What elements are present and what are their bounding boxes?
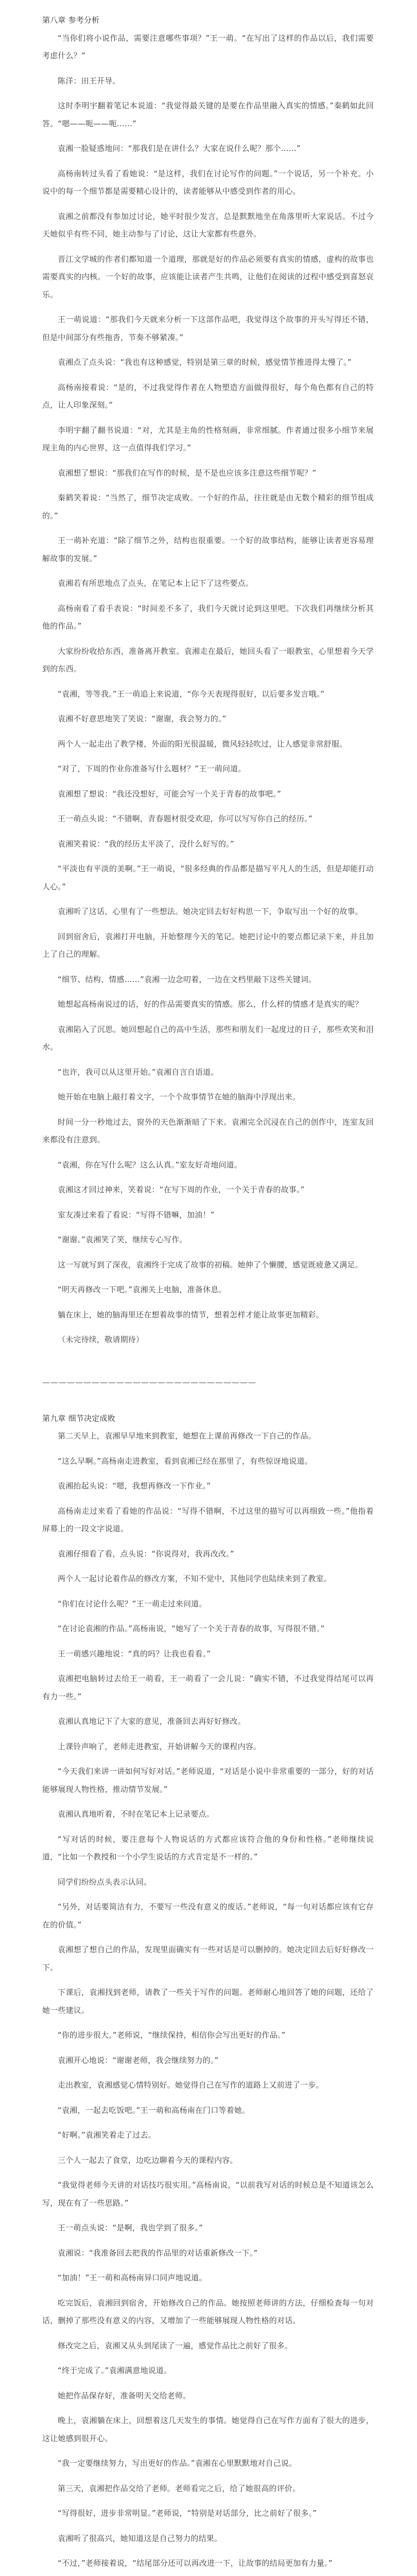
paragraph: 回到宿舍后，袁湘打开电脑，开始整理今天的笔记。她把讨论中的要点都记录下来，并且加上了自己的理解。 xyxy=(42,931,374,959)
paragraph-gap xyxy=(42,1224,374,1231)
paragraph-gap xyxy=(42,1588,374,1595)
paragraph-gap xyxy=(42,1538,374,1545)
paragraph-gap xyxy=(42,635,374,642)
paragraph-gap xyxy=(42,1705,374,1713)
paragraph-gap xyxy=(42,2019,374,2026)
paragraph: “我一定要继续努力，写出更好的作品。”袁湘在心里默默地对自己说。 xyxy=(58,2459,297,2468)
paragraph: 三个人一起去了食堂，边吃边聊着今天的课程内容。 xyxy=(58,2155,238,2165)
paragraph-gap xyxy=(42,90,374,97)
paragraph: 晚上，袁湘躺在床上，回想着这几天发生的事情。她觉得自己在写作方面有了很大的进步，这让她感到很开心。 xyxy=(42,2416,374,2443)
paragraph: “你的进步很大。”老师说，“继续保持，相信你会写出更好的作品。” xyxy=(58,2030,286,2040)
paragraph-gap xyxy=(42,592,374,600)
paragraph: 室友凑过来看了看说：“写得不错嘛，加油！” xyxy=(58,1210,215,1219)
paragraph: “这么早啊。”高杨南走进教室，看到袁湘已经在那里了，有些惊讶地说道。 xyxy=(58,1456,312,1466)
paragraph-gap xyxy=(42,2404,374,2412)
paragraph-gap xyxy=(42,1731,374,1738)
paragraph-gap xyxy=(42,2094,374,2102)
paragraph-gap xyxy=(42,1613,374,1620)
paragraph: 袁湘一脸疑惑地问：“那我们是在讲什么？大家在说什么呢？那个……” xyxy=(58,144,301,153)
paragraph-gap xyxy=(42,2119,374,2126)
spacer xyxy=(42,1356,374,1371)
paragraph: “今天我们来讲一讲如何写好对话。”老师说道，“对话是小说中非常重要的一部分，好的对话能够展现人物性格，推动情节发展。” xyxy=(42,1767,374,1794)
spacer xyxy=(42,1394,374,1410)
paragraph: 两个人一起讨论着作品的修改方案，不知不觉中，其他同学也陆续来到了教室。 xyxy=(58,1574,332,1583)
paragraph-gap xyxy=(42,2572,374,2576)
paragraph-gap xyxy=(42,1349,374,1356)
paragraph-gap xyxy=(42,132,374,140)
paragraph-gap xyxy=(42,1106,374,1113)
paragraph-gap xyxy=(42,678,374,685)
paragraph: “我觉得老师今天讲的对话技巧很实用。”高杨南说，“以前我写对话的时候总是不知道该怎么写，现在有了一些思路。” xyxy=(42,2180,374,2208)
paragraph: 第二天早上，袁湘早早地来到教室，她想在上课前再修改一下自己的作品。 xyxy=(58,1431,316,1440)
paragraph: “在讨论袁湘的作品。”高杨南说，“她写了一个关于青春的故事，写得很不错。” xyxy=(58,1624,325,1633)
paragraph: 高杨南走过来看了看她的作品说：“写得不错啊，不过这里的描写可以再细致一些。”他指着屏幕上的一段文字说道。 xyxy=(42,1506,374,1533)
paragraph: 吃完饭后，袁湘回到宿舍，开始修改自己的作品。她按照老师讲的方法，仔细检查每一句对话，删掉了那些没有意义的内容，又增加了一些能够展现人物性格的对话。 xyxy=(42,2298,374,2325)
paragraph-gap xyxy=(42,2212,374,2219)
paragraph: 秦鹤笑着说：“当然了，细节决定成败。一个好的作品，往往就是由无数个精彩的细节组成的。” xyxy=(42,493,374,520)
paragraph-gap xyxy=(42,828,374,835)
paragraph: 袁湘把电脑转过去给王一萌看，王一萌看了一会儿说：“确实不错，不过我觉得结尾可以再有力一些。” xyxy=(42,1674,374,1701)
paragraph: 高杨南转过头看了看她说：“是这样，我们在讨论写作的问题。”一个说话，另一个补充。小说中的每一个细节都是需要精心设计的，读者能够从中感受到作者的用心。 xyxy=(42,168,374,196)
paragraph: 袁湘开心地说：“谢谢老师，我会继续努力的。” xyxy=(58,2055,219,2065)
paragraph: 袁湘认真地听着，不时在笔记本上记录要点。 xyxy=(58,1809,215,1819)
paragraph: 袁湘听了很高兴，她知道这是自己努力的结果。 xyxy=(58,2533,222,2543)
paragraph: 这时李明宇翻着笔记本说道：“我觉得最关键的是要在作品里融入真实的情感。”秦鹤如此回答。“嗯——呃——呃……” xyxy=(42,101,374,128)
paragraph-gap xyxy=(42,921,374,928)
paragraph: 晋江文学城的作者们都知道一个道理，那就是好的作品必须要有真实的情感，虚构的故事也需要真实的内核。一个好的故事，应该能让读者产生共鸣，让他们在阅读的过程中感受到喜怒哀乐。 xyxy=(42,254,374,299)
paragraph: 下课后，袁湘找到老师，请教了一些关于写作的问题。老师耐心地回答了她的问题，还给了她一些建议。 xyxy=(42,1988,374,2015)
paragraph-gap xyxy=(42,371,374,379)
paragraph: “细节、结构、情感……”袁湘一边念叨着，一边在文档里敲下这些关键词。 xyxy=(58,974,317,984)
body-section xyxy=(42,1427,374,2576)
paragraph: （未完待续，敬请期待） xyxy=(58,1335,144,1344)
paragraph: “写得很好，进步非常明显。”老师说，“特别是对话部分，比之前好了很多。” xyxy=(58,2509,317,2518)
paragraph-gap xyxy=(42,2497,374,2504)
paragraph: 王一萌感兴趣地说：“真的吗？让我也看看。” xyxy=(58,1649,211,1658)
paragraph-gap xyxy=(42,2044,374,2052)
paragraph-gap xyxy=(42,988,374,995)
paragraph: 袁湘之前都没有参加过讨论，她平时很少发言，总是默默地坐在角落里听大家说话。不过今天她似乎有些不同，她主动参与了讨论，这让大家都有些意外。 xyxy=(42,211,374,239)
paragraph: “加油！”王一萌和高杨南异口同声地说道。 xyxy=(58,2273,207,2282)
paragraph-gap xyxy=(42,2069,374,2076)
paragraph-gap xyxy=(42,2237,374,2244)
paragraph-gap xyxy=(42,2287,374,2294)
paragraph: 李明宇翻了翻书说道：“对，尤其是主角的性格刻画，非常细腻。作者通过很多小细节来展现主角的内心世界，这一点值得我们学习。” xyxy=(42,425,374,452)
paragraph-gap xyxy=(42,1663,374,1670)
paragraph-gap xyxy=(42,2169,374,2176)
paragraph-gap xyxy=(42,1638,374,1645)
paragraph-gap xyxy=(42,567,374,574)
paragraph-gap xyxy=(42,778,374,785)
paragraph: 时间一分一秒地过去，窗外的天色渐渐暗了下来。袁湘完全沉浸在自己的创作中，连室友回来都没有注意到。 xyxy=(42,1117,374,1144)
paragraph-gap xyxy=(42,200,374,208)
paragraph: “不过，”老师接着说，“结尾部分还可以再改进一下，让故事的结局更加有力量。” xyxy=(58,2558,333,2568)
paragraph-gap xyxy=(42,303,374,311)
paragraph-gap xyxy=(42,2330,374,2337)
paragraph: 同学们纷纷点头表示认同。 xyxy=(58,1877,152,1887)
paragraph: 袁湘不好意思地笑了笑说：“谢谢，我会努力的。” xyxy=(58,714,227,723)
paragraph-gap xyxy=(42,1149,374,1156)
paragraph: 走出教室，袁湘感觉心情特别好。她觉得自己在写作的道路上又前进了一步。 xyxy=(58,2080,324,2090)
paragraph-gap xyxy=(42,1495,374,1502)
paragraph-gap xyxy=(42,524,374,532)
paragraph-gap xyxy=(42,2144,374,2151)
paragraph: 袁湘听了这话，心里有了一些想法。她决定回去好好构思一下，争取写出一个好的故事。 xyxy=(58,907,363,916)
paragraph-gap xyxy=(42,1823,374,1831)
paragraph-gap xyxy=(42,1798,374,1805)
paragraph-gap xyxy=(42,158,374,165)
paragraph-gap xyxy=(42,1081,374,1088)
paragraph-gap xyxy=(42,243,374,250)
paragraph-gap xyxy=(42,346,374,353)
paragraph: 王一萌补充道：“除了细节之外，结构也很重要。一个好的故事结构，能够让读者更容易理解故事的发展。” xyxy=(42,536,374,563)
paragraph-gap xyxy=(42,728,374,735)
paragraph: “谢谢。”袁湘笑了笑，继续专心写作。 xyxy=(58,1235,187,1244)
paragraph: “好啊。”袁湘笑着走了过去。 xyxy=(58,2130,156,2140)
paragraph: “袁湘，一起去吃饭吧。”王一萌和高杨南在门口等着她。 xyxy=(58,2105,250,2115)
paragraph-gap xyxy=(42,2354,374,2362)
paragraph-gap xyxy=(42,1891,374,1898)
paragraph-gap xyxy=(42,1013,374,1021)
paragraph: “写对话的时候，要注意每个人物说话的方式都应该符合他的身份和性格。”老师继续说道，“比如一个教授和一个小学生说话的方式肯定是不一样的。” xyxy=(42,1834,374,1861)
paragraph-gap xyxy=(42,414,374,421)
paragraph: “明天再修改一下吧。”袁湘关上电脑，准备休息。 xyxy=(58,1285,227,1294)
paragraph: “另外，对话要简洁有力，不要写一些没有意义的废话。”老师说，“每一句对话都应该有它存在的价值。” xyxy=(42,1902,374,1929)
paragraph-gap xyxy=(42,2547,374,2554)
paragraph-gap xyxy=(42,853,374,860)
paragraph: “袁湘，等等我。”王一萌追上来说道，“你今天表现得很好，以后要多发言哦。” xyxy=(58,689,325,699)
paragraph: 高杨南看了看手表说：“时间差不多了，我们今天就讨论到这里吧。下次我们再继续分析其他的作品。” xyxy=(42,603,374,631)
paragraph: 两个人一起走出了教学楼，外面的阳光很温暖，微风轻轻吹过，让人感觉非常舒服。 xyxy=(58,739,348,749)
paragraph-gap xyxy=(42,803,374,810)
paragraph: 袁湘若有所思地点了点头，在笔记本上记下了这些要点。 xyxy=(58,579,254,588)
paragraph-gap xyxy=(42,2380,374,2387)
paragraph: 这一写就写到了深夜，袁湘终于完成了故事的初稿。她伸了个懒腰，感觉既疲惫又满足。 xyxy=(58,1260,363,1269)
paragraph-gap xyxy=(42,2522,374,2530)
paragraph-gap xyxy=(42,1976,374,1984)
paragraph-gap xyxy=(42,2472,374,2480)
paragraph: 袁湘这才回过神来，笑着说：“在写下周的作业，一个关于青春的故事。” xyxy=(58,1185,305,1194)
paragraph: 袁湘陷入了沉思。她回想起自己的高中生活，那些和朋友们一起度过的日子，那些欢笑和泪水。 xyxy=(42,1024,374,1052)
paragraph: 她把作品保存好，准备明天交给老师。 xyxy=(58,2391,191,2400)
paragraph-gap xyxy=(42,1755,374,1762)
paragraph-gap xyxy=(42,1445,374,1452)
paragraph-gap xyxy=(42,1563,374,1570)
paragraph: 袁湘仔细看了看，点头说：“你说得对，我再改改。” xyxy=(58,1549,234,1558)
paragraph: 王一萌说道：“那我们今天就来分析一下这部作品吧，我觉得这个故事的开头写得还不错，但是中间部分有些拖沓，节奏不够紧凑。” xyxy=(42,315,374,342)
paragraph: 她想起高杨南说过的话，好的作品需要真实的情感。那么，什么样的情感才是真实的呢？ xyxy=(58,999,363,1009)
paragraph-gap xyxy=(42,1866,374,1873)
intro-section xyxy=(42,29,374,1356)
paragraph: 王一萌点头说：“不错啊，青春题材很受欢迎，你可以写写你自己的经历。” xyxy=(58,814,312,823)
chapter-title: 第八章 参考分析 xyxy=(42,15,100,25)
paragraph-gap xyxy=(42,482,374,489)
paragraph-gap xyxy=(42,2447,374,2454)
paragraph-gap xyxy=(42,65,374,72)
paragraph: “当你们将小说作品，需要注意哪些事项？”王一萌。“在写出了这样的作品以后，我们需要考虑什么？” xyxy=(42,33,374,60)
paragraph: 她开始在电脑上敲打着文字，一个个故事情节在她的脑海中浮现出来。 xyxy=(58,1092,301,1101)
paragraph: 袁湘想了想说：“我还没想好，可能会写一个关于青春的故事吧。” xyxy=(58,789,282,799)
paragraph-gap xyxy=(42,1274,374,1281)
paragraph: 袁湘抬起头说：“嗯，我想再修改一下作业。” xyxy=(58,1481,211,1490)
paragraph-gap xyxy=(42,753,374,760)
paragraph: 袁湘点了点头说：“我也有这种感觉，特别是第三章的时候，感觉情节推进得太慢了。” xyxy=(58,358,352,367)
paragraph: 第三天，袁湘把作品交给了老师。老师看完之后，给了她很高的评价。 xyxy=(58,2483,301,2493)
paragraph: “也许，我可以从这里开始。”袁湘自言自语道。 xyxy=(58,1067,219,1077)
paragraph: 大家纷纷收拾东西，准备离开教室。袁湘走在最后，她回头看了一眼教室，心里想着今天学到的东西。 xyxy=(42,646,374,673)
paragraph-gap xyxy=(42,1470,374,1477)
paragraph-gap xyxy=(42,895,374,903)
paragraph: 袁湘说：“我准备回去把我的作品里的对话重新修改一下。” xyxy=(58,2248,258,2258)
section-separator: —————————————————————————— xyxy=(42,1377,256,1387)
paragraph: 袁湘认真地记下了大家的意见，准备回去再好好修改。 xyxy=(58,1717,246,1726)
paragraph: 袁湘想了想自己的作品，发现里面确实有一些对话是可以删掉的。她决定回去后好好修改一下。 xyxy=(42,1945,374,1972)
paragraph-gap xyxy=(42,1324,374,1331)
paragraph-gap xyxy=(42,703,374,710)
paragraph: 王一萌点头说：“是啊，我也学到了很多。” xyxy=(58,2223,203,2232)
paragraph: 高杨南接着说：“是的，不过我觉得作者在人物塑造方面做得很好，每个角色都有自己的特点，让人印象深刻。” xyxy=(42,382,374,410)
paragraph-gap xyxy=(42,1934,374,1941)
paragraph: 陈洋：田王开导。 xyxy=(58,76,120,86)
paragraph: “袁湘，你在写什么呢？这么认真。”室友好奇地问道。 xyxy=(58,1160,242,1170)
paragraph: “平淡也有平淡的美啊。”王一萌说，“很多经典的作品都是描写平凡人的生活，但是却能打动人心。” xyxy=(42,864,374,891)
paragraph: 躺在床上，她的脑海里还在想着故事的情节，想着怎样才能让故事更加精彩。 xyxy=(58,1310,324,1319)
paragraph: 袁湘笑着说：“我的经历太平淡了，没什么好写的。” xyxy=(58,839,234,849)
paragraph-gap xyxy=(42,1249,374,1256)
paragraph: “你们在讨论什么呢？”王一萌走过来问道。 xyxy=(58,1599,207,1608)
paragraph: “对了，下周的作业你准备写什么题材？”王一萌问道。 xyxy=(58,764,246,773)
paragraph-gap xyxy=(42,963,374,971)
paragraph-gap xyxy=(42,1056,374,1063)
section-title: 第九章 细节决定成败 xyxy=(42,1413,115,1423)
paragraph-gap xyxy=(42,1174,374,1181)
paragraph: 上课铃声响了，老师走进教室，开始讲解今天的课程内容。 xyxy=(58,1741,262,1751)
paragraph-gap xyxy=(42,1299,374,1306)
paragraph-gap xyxy=(42,1199,374,1206)
paragraph: “终于完成了。”袁湘满意地说道。 xyxy=(58,2366,172,2375)
paragraph-gap xyxy=(42,2262,374,2269)
paragraph-gap xyxy=(42,457,374,464)
paragraph: 修改完之后，袁湘又从头到尾读了一遍，感觉作品比之前好了很多。 xyxy=(58,2341,293,2350)
paragraph: 袁湘想了想说：“那我们在写作的时候，是不是也应该多注意这些细节呢？” xyxy=(58,468,317,478)
